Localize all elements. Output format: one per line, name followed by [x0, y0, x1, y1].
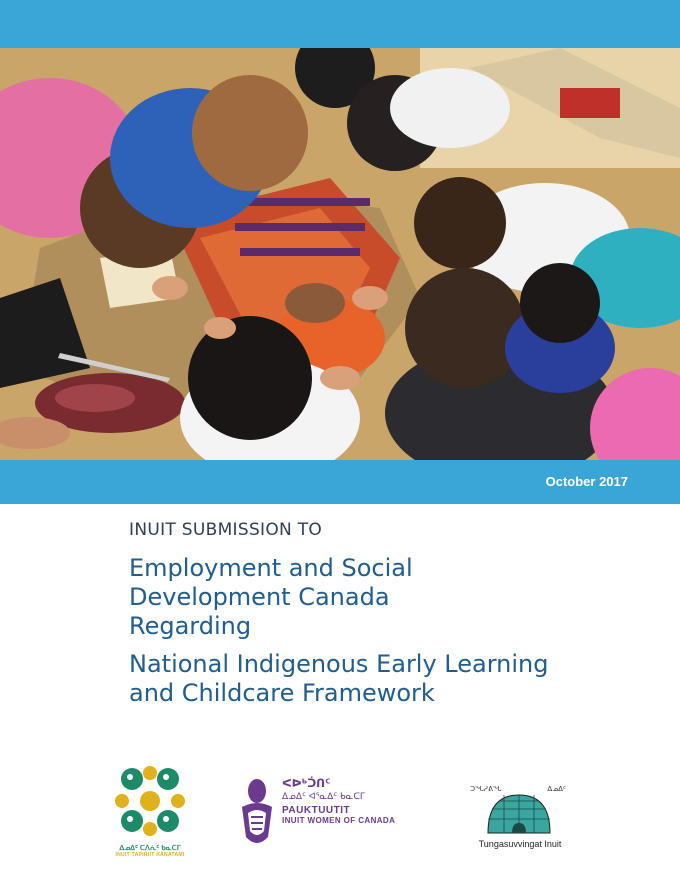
date-band: [0, 460, 680, 504]
tungasuvvingat-syllabics-left: ᑐᖓᓱᕕᖓ: [470, 785, 502, 793]
title-block: [129, 520, 649, 717]
pauktuutit-syllabics-2: ᐃᓄᐃᑦ ᐊᕐᓇᐃᑦ ᑲᓇᑕᒥ: [282, 792, 365, 802]
top-color-band: [0, 0, 680, 48]
title-line-2: National Indigenous Early Learning and Childcare Framework: [129, 650, 549, 707]
igloo-icon: [484, 789, 554, 837]
tungasuvvingat-logo: [470, 777, 570, 862]
title-line-1: Employment and Social Development Canada Regarding: [129, 554, 413, 640]
tungasuvvingat-syllabics-right: ᐃᓄᐃᑦ: [547, 785, 566, 793]
children-around-table-photo: [0, 48, 680, 460]
pauktuutit-text: [282, 777, 442, 825]
ulu-figure-icon: [238, 777, 276, 849]
publication-date: October 2017: [545, 474, 628, 489]
itk-name: INUIT TAPIRIIT KANATAMI: [115, 852, 185, 858]
itk-logo: [110, 765, 190, 860]
pauktuutit-name: PAUKTUUTIT: [282, 805, 351, 816]
pauktuutit-syllabics-1: ᐸᐅᒃᑑᑎᑦ: [282, 777, 331, 790]
partner-logos: [0, 765, 680, 865]
itk-syllabics: ᐃᓄᐃᑦ ᑕᐱᕇᑦ ᑲᓇᑕᒥ: [119, 845, 181, 852]
submission-label: INUIT SUBMISSION TO: [129, 520, 323, 540]
pauktuutit-logo: [238, 777, 438, 857]
cover-photo: [0, 48, 680, 460]
itk-emblem-icon: [110, 765, 190, 837]
pauktuutit-subtitle: INUIT WOMEN OF CANADA: [282, 816, 396, 825]
tungasuvvingat-name: Tungasuvvingat Inuit: [478, 839, 562, 849]
